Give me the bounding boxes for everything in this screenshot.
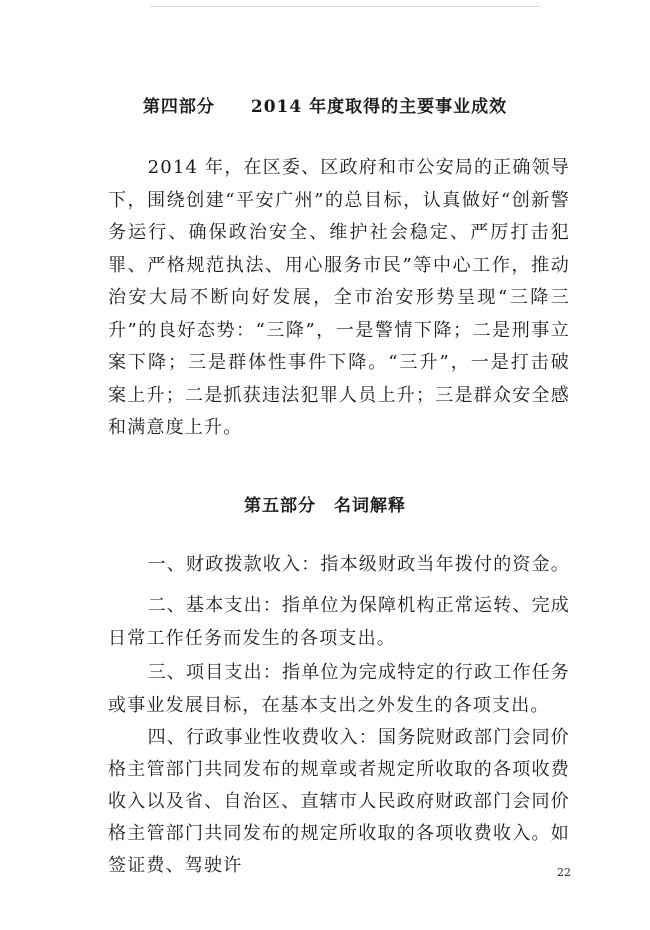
section-heading-part5: 第五部分 名词解释	[244, 496, 406, 516]
definition-item: 二、基本支出：指单位为保障机构正常运转、完成日常工作任务而发生的各项支出。	[108, 595, 570, 649]
definition-item: 三、项目支出：指单位为完成特定的行政工作任务或事业发展目标，在基本支出之外发生的各项支出。	[108, 662, 570, 716]
page-number: 22	[557, 866, 571, 879]
definition-item: 一、财政拨款收入：指本级财政当年拨付的资金。	[147, 554, 570, 575]
section-heading-part4: 第四部分 2014 年度取得的主要事业成效	[142, 97, 508, 117]
definition-item: 四、行政事业性收费收入：国务院财政部门会同价格主管部门共同发布的规章或者规定所收取的各项收费收入以及省、自治区、直辖市人民政府财政部门会同价格主管部门共同发布的规定所收取的各项收费收入。如签证费、驾驶许	[108, 727, 570, 876]
section4-paragraph: 2014 年，在区委、区政府和市公安局的正确领导下，围绕创建“平安广州”的总目标，认真做好“创新警务运行、确保政治安全、维护社会稳定、严厉打击犯罪、严格规范执法、用心服务市民”等中心工作，推动治安大局不断向好发展，全市治安形势呈现“三降三升”的良好态势：“三降”，一是警情下降；二是刑事立案下降；三是群体性事件下降。“三升”，一是打击破案上升；二是抓获违法犯罪人员上升；三是群众安全感和满意度上升。	[108, 157, 570, 438]
scan-top-edge	[150, 6, 540, 7]
